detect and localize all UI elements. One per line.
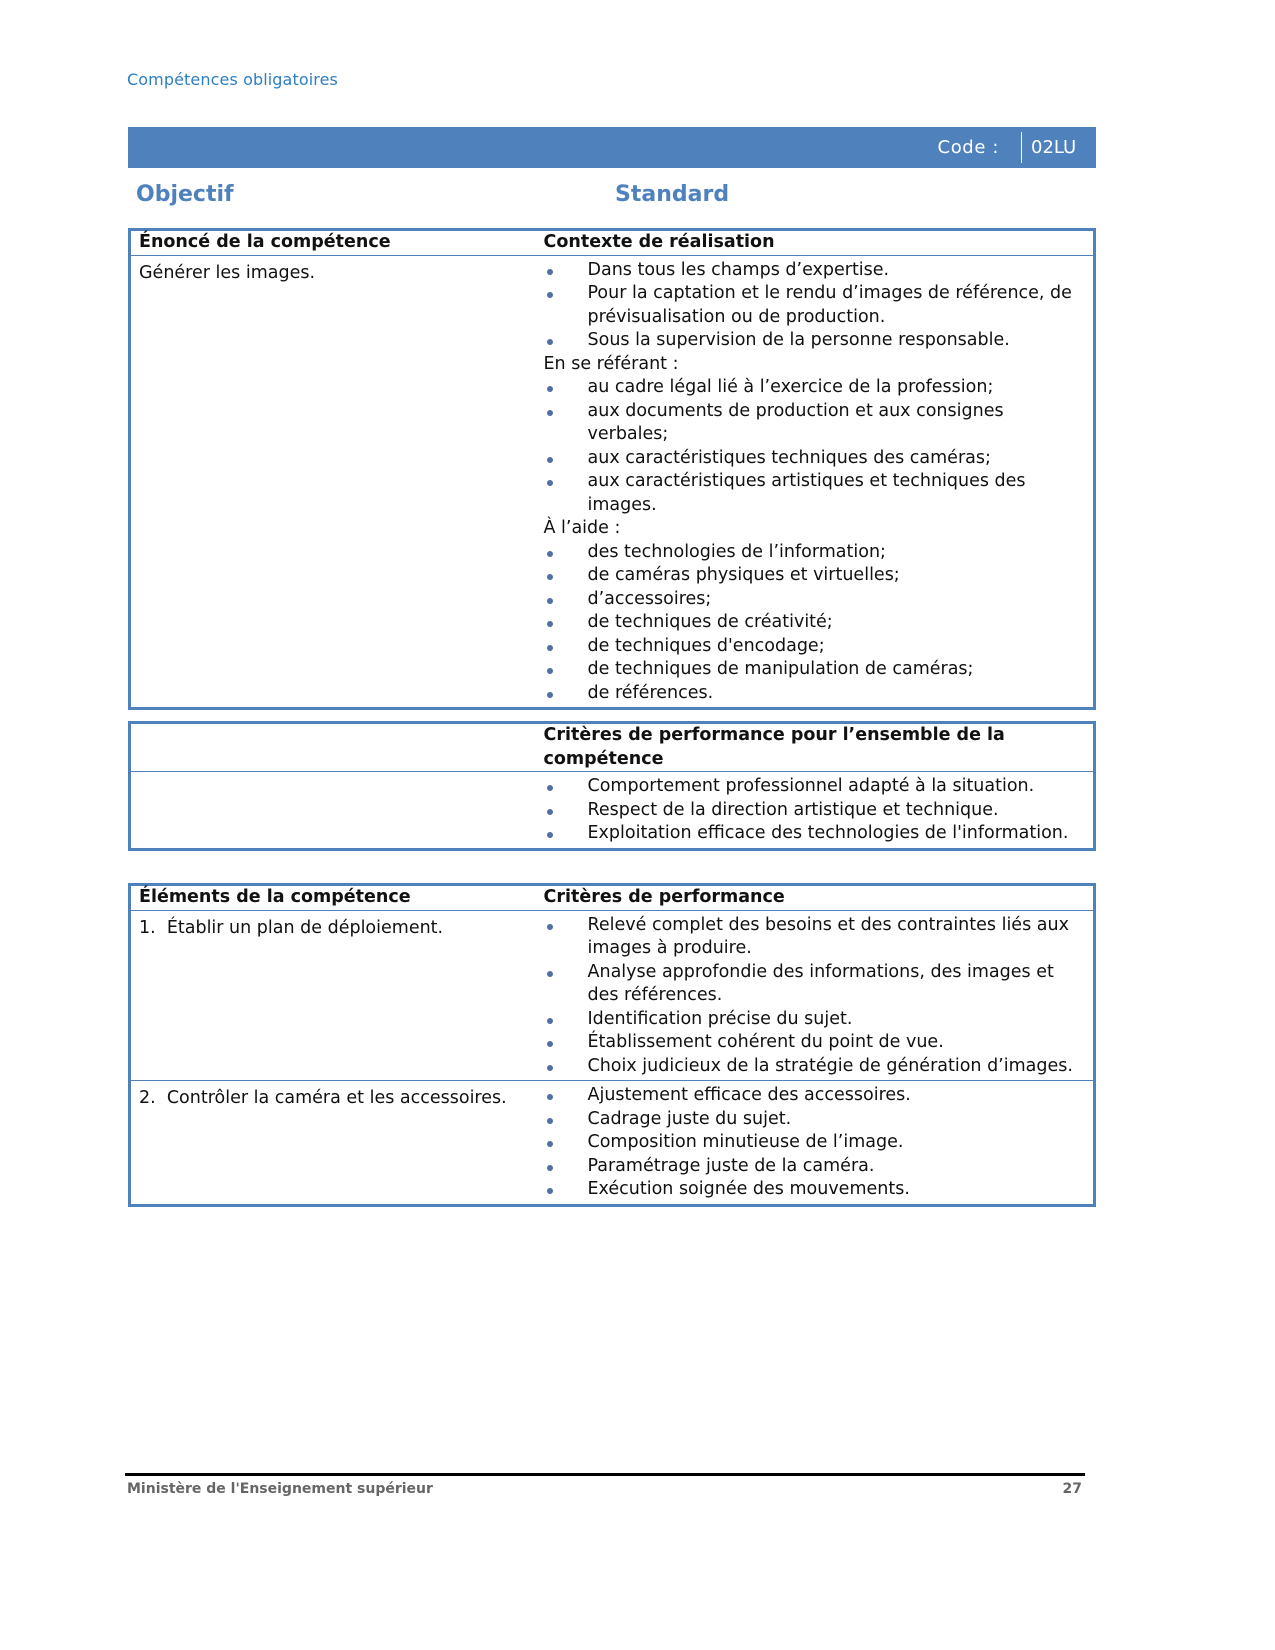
list-item: aux caractéristiques artistiques et techniques des images. xyxy=(544,470,1086,517)
list-item: de techniques de manipulation de caméras; xyxy=(544,658,1086,682)
list-item: Ajustement efficace des accessoires. xyxy=(544,1084,1086,1108)
empty-cell xyxy=(130,772,536,850)
page-number: 27 xyxy=(1062,1481,1082,1497)
criteria-cell xyxy=(536,1081,1095,1206)
list-item: Cadrage juste du sujet. xyxy=(544,1108,1086,1132)
list-item: des technologies de l’information; xyxy=(544,541,1086,565)
section-title: Compétences obligatoires xyxy=(127,70,338,89)
list-item: aux caractéristiques techniques des caméras; xyxy=(544,447,1086,471)
criteria-cell xyxy=(536,910,1095,1081)
list-item: Pour la captation et le rendu d’images de référence, de prévisualisation ou de production. xyxy=(544,282,1086,329)
criteres-header: Critères de performance xyxy=(536,885,1095,911)
contexte-list xyxy=(544,259,1086,353)
code-label: Code : xyxy=(937,137,999,158)
criteres-ensemble-table xyxy=(128,721,1096,851)
list-item: Dans tous les champs d’expertise. xyxy=(544,259,1086,283)
list-item: Relevé complet des besoins et des contraintes liés aux images à produire. xyxy=(544,914,1086,961)
enonce-header: Énoncé de la compétence xyxy=(130,230,536,256)
list-item: Analyse approfondie des informations, des images et des références. xyxy=(544,961,1086,1008)
empty-cell xyxy=(130,723,536,772)
element-text: 1. Établir un plan de déploiement. xyxy=(130,910,536,1081)
list-item: de caméras physiques et virtuelles; xyxy=(544,564,1086,588)
list-item: Respect de la direction artistique et technique. xyxy=(544,799,1086,823)
elements-header: Éléments de la compétence xyxy=(130,885,536,911)
list-item: Choix judicieux de la stratégie de génération d’images. xyxy=(544,1055,1086,1079)
referant-list xyxy=(544,376,1086,517)
footer-divider xyxy=(125,1473,1085,1476)
aide-label: À l’aide : xyxy=(543,518,621,538)
objectif-title: Objectif xyxy=(136,182,234,207)
list-item: aux documents de production et aux consignes verbales; xyxy=(544,400,1086,447)
criteria-list xyxy=(544,914,1086,1079)
list-item: de techniques d'encodage; xyxy=(544,635,1086,659)
list-item: Paramétrage juste de la caméra. xyxy=(544,1155,1086,1179)
aide-list xyxy=(544,541,1086,706)
list-item: Exécution soignée des mouvements. xyxy=(544,1178,1086,1202)
standard-title: Standard xyxy=(615,182,730,207)
elements-criteres-table xyxy=(128,883,1096,1207)
list-item: de références. xyxy=(544,682,1086,706)
criteres-ensemble-cell xyxy=(536,772,1095,850)
list-item: Comportement professionnel adapté à la situation. xyxy=(544,775,1086,799)
enonce-text: Générer les images. xyxy=(139,262,316,283)
contexte-cell xyxy=(536,255,1095,709)
referant-label: En se référant : xyxy=(543,353,679,374)
code-bar xyxy=(128,127,1096,168)
criteres-ensemble-list xyxy=(544,775,1086,846)
criteres-ensemble-header: Critères de performance pour l’ensemble de la compétence xyxy=(536,723,1095,772)
criteria-list xyxy=(544,1084,1086,1202)
code-separator xyxy=(1021,132,1022,163)
contexte-header: Contexte de réalisation xyxy=(536,230,1095,256)
table-row xyxy=(130,1081,1095,1206)
list-item: Établissement cohérent du point de vue. xyxy=(544,1031,1086,1055)
list-item: de techniques de créativité; xyxy=(544,611,1086,635)
list-item: Identification précise du sujet. xyxy=(544,1008,1086,1032)
element-text: 2. Contrôler la caméra et les accessoires. xyxy=(139,1088,507,1108)
footer-ministry: Ministère de l'Enseignement supérieur xyxy=(127,1481,433,1497)
list-item: Exploitation efficace des technologies de l'information. xyxy=(544,822,1086,846)
list-item: Sous la supervision de la personne responsable. xyxy=(544,329,1086,353)
enonce-contexte-table xyxy=(128,228,1096,710)
code-value: 02LU xyxy=(1031,137,1077,158)
list-item: d’accessoires; xyxy=(544,588,1086,612)
list-item: Composition minutieuse de l’image. xyxy=(544,1131,1086,1155)
table-row xyxy=(130,910,1095,1081)
list-item: au cadre légal lié à l’exercice de la profession; xyxy=(544,376,1086,400)
